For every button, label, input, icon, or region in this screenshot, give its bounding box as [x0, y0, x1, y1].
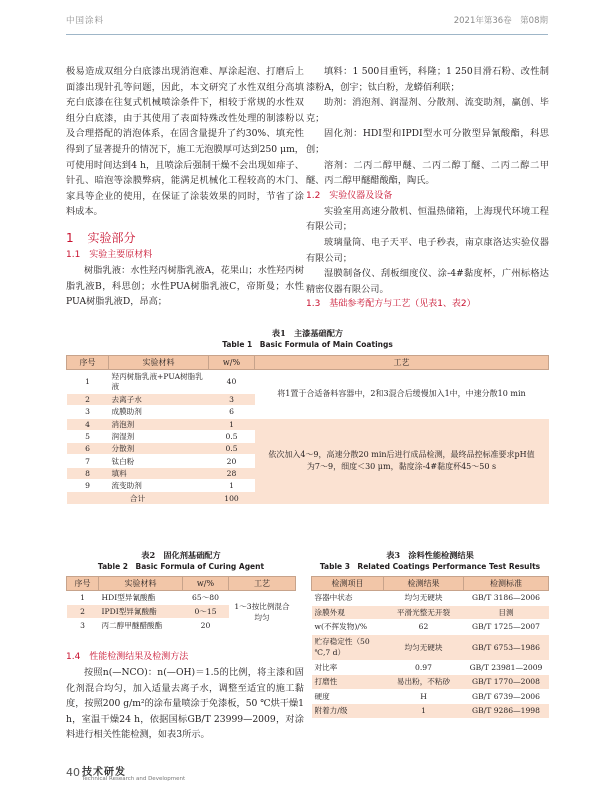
- col-header: 工艺: [255, 356, 549, 370]
- cell-no: 6: [67, 443, 109, 455]
- table2-caption: [66, 550, 296, 572]
- equipment-paragraph-3: 湿膜制备仪、刮板细度仪、涂-4#黏度杯，广州标格达精密仪器有限公司。: [306, 268, 549, 295]
- table-row: [67, 591, 296, 605]
- cell-result: 易出粉，不粘砂: [384, 675, 464, 690]
- table3: [311, 576, 549, 719]
- solvents-paragraph: 溶剂：二丙二醇甲醚、二丙二醇丁醚、二丙二醇二甲醚、丙二醇甲醚醋酸酯，陶氏。: [306, 159, 549, 187]
- materials-paragraph: 树脂乳液：水性羟丙树脂乳液A，花果山；水性羟丙树脂乳液B，科思创；水性PUA树脂乳液C，帝斯曼；水性PUA树脂乳液D，昂高；: [66, 264, 304, 308]
- col-header: 序号: [67, 577, 99, 591]
- cell-material: 流变助剂: [109, 480, 209, 492]
- cell-no: 2: [67, 394, 109, 406]
- table-row: [67, 370, 549, 394]
- table-row: [312, 704, 549, 719]
- cell-w: 6: [209, 406, 255, 418]
- cell-standard: GB/T 3186—2006: [464, 591, 549, 606]
- table1-title-cn: 表1 主漆基础配方: [271, 328, 344, 338]
- cell-material: 钛白粉: [109, 455, 209, 467]
- table3-title-cn: 表3 涂料性能检测结果: [386, 550, 474, 560]
- table-row: [312, 689, 549, 704]
- cell-item: 对比率: [312, 660, 384, 675]
- table1: [66, 355, 549, 505]
- subsection-heading-1-4: [66, 650, 304, 665]
- total-label: 合计: [67, 492, 209, 504]
- left-bottom-column: [66, 650, 304, 743]
- test-method-paragraph: 按照n(—NCO)：n(—OH)＝1.5的比例，将主漆和固化剂混合均匀，加入适量去离子水，调整至适宜的施工黏度，按照200 g/m²的涂布量喷涂于免漆板，50 ℃烘干燥1 h，室温干燥24 h，依据国标GB/T 23999—2009，对涂料进行相关性能检测，如表3所示。: [66, 667, 304, 741]
- total-value: 100: [209, 492, 255, 504]
- table1-title-en: Table 1 Basic Formula of Main Coatings: [222, 340, 393, 349]
- col-header: 检测结果: [384, 577, 464, 591]
- col-header: w/%: [183, 577, 229, 591]
- cell-w: 0～15: [183, 605, 229, 619]
- subsection-heading-1-2: [306, 189, 549, 204]
- cell-no: 3: [67, 406, 109, 418]
- subsection-title: 实验主要原材料: [89, 249, 153, 260]
- cell-result: H: [384, 689, 464, 704]
- cell-result: 1: [384, 704, 464, 719]
- cell-material: 填料: [109, 467, 209, 479]
- table2-title-cn: 表2 固化剂基础配方: [141, 550, 221, 560]
- subsection-title: 基础参考配方与工艺（见表1、表2）: [329, 299, 476, 310]
- cell-w: 20: [183, 619, 229, 633]
- cell-material: 分散剂: [109, 443, 209, 455]
- cell-w: 0.5: [209, 430, 255, 442]
- journal-name: 中国涂料: [66, 16, 105, 26]
- table2: [66, 576, 296, 633]
- header-rule: [66, 34, 548, 35]
- cell-w: 20: [209, 455, 255, 467]
- cell-standard: GB/T 6739—2006: [464, 689, 549, 704]
- additives-paragraph: 助剂：消泡剂、润湿剂、分散剂、流变助剂，赢创、毕克；: [306, 97, 549, 124]
- equipment-paragraph-1: 实验室用高速分散机、恒温热储箱，上海现代环境工程有限公司；: [306, 205, 549, 233]
- col-header: 实验材料: [109, 356, 209, 370]
- table-row: [312, 620, 549, 635]
- table-row: [312, 605, 549, 620]
- subsection-heading-1-1: [66, 248, 304, 263]
- intro-paragraph: 极易造成双组分白底漆出现消泡难、厚涂起泡、打磨后上面漆出现针孔等问题，因此，本文研究了水性双组分高填充白底漆在往复式机械喷涂条件下，相较于常规的水性双组分白底漆，由于其使用了表面特殊改性处理的制漆粉以及合理搭配的消泡体系，在固含量提升了约30%、填充性得到了显著提升的情况下，施工无泡膜厚可达到250 μm，可使用时间达到4 h，且喷涂后强制干燥不会出现如痱子、针孔、暗泡等涂膜弊病，能满足机械化工程较高的木门、家具等企业的使用，在保证了涂装效果的同时，节省了涂料成本。: [66, 66, 304, 218]
- subsection-number: 1.3: [306, 299, 321, 310]
- curing-agent-paragraph: 固化剂：HDI型和IPDI型水可分散型异氰酸酯，科思创；: [306, 128, 549, 155]
- section-heading: [66, 228, 304, 248]
- cell-item: 附着力/级: [312, 704, 384, 719]
- subsection-number: 1.1: [66, 249, 81, 260]
- cell-material: 羟丙树脂乳液+PUA树脂乳液: [109, 370, 209, 394]
- page-footer: [66, 762, 266, 788]
- cell-item: 贮存稳定性（50 ℃,7 d）: [312, 634, 384, 660]
- section-number: 1: [66, 230, 74, 245]
- cell-process-1: 将1置于合适备料容器中，2和3混合后缓慢加入1中，中速分散10 min: [255, 370, 549, 419]
- table-header-row: [67, 577, 296, 591]
- cell-material: 润湿剂: [109, 430, 209, 442]
- subsection-number: 1.2: [306, 190, 321, 201]
- cell-no: 9: [67, 480, 109, 492]
- right-column: [306, 64, 549, 312]
- cell-no: 2: [67, 605, 99, 619]
- issue-info: 2021年第36卷 第08期: [453, 16, 548, 26]
- cell-w: 1: [209, 480, 255, 492]
- cell-no: 4: [67, 418, 109, 430]
- cell-material: 去离子水: [109, 394, 209, 406]
- cell-process: 1～3按比例混合均匀: [229, 591, 296, 633]
- cell-no: 5: [67, 430, 109, 442]
- table-row: [312, 634, 549, 660]
- col-header: 序号: [67, 356, 109, 370]
- cell-item: 打磨性: [312, 675, 384, 690]
- running-header: [66, 14, 548, 28]
- col-header: 实验材料: [99, 577, 183, 591]
- cell-material: IPDI型异氰酸酯: [99, 605, 183, 619]
- cell-result: 均匀无硬块: [384, 591, 464, 606]
- col-header: 检测标准: [464, 577, 549, 591]
- cell-standard: GB/T 9286—1998: [464, 704, 549, 719]
- table3-caption: [311, 550, 549, 572]
- cell-item: 容器中状态: [312, 591, 384, 606]
- cell-item: w(不挥发物)/%: [312, 620, 384, 635]
- cell-standard: GB/T 23981—2009: [464, 660, 549, 675]
- cell-no: 1: [67, 591, 99, 605]
- section-title: 实验部分: [87, 230, 136, 245]
- table-header-row: [312, 577, 549, 591]
- cell-w: 65～80: [183, 591, 229, 605]
- page-number: 40: [66, 766, 80, 779]
- cell-no: 8: [67, 467, 109, 479]
- table-row: [312, 660, 549, 675]
- cell-result: 均匀无硬块: [384, 634, 464, 660]
- cell-no: 3: [67, 619, 99, 633]
- table2-title-en: Table 2 Basic Formula of Curing Agent: [97, 562, 265, 571]
- col-header: 工艺: [229, 577, 296, 591]
- table-header-row: [67, 356, 549, 370]
- cell-no: 7: [67, 455, 109, 467]
- cell-process-2: 依次加入4～9，高速分散20 min后进行成品检测，最终品控标准要求pH值为7～9，细度＜30 μm，黏度涂-4#黏度杯45～50 s: [255, 418, 549, 504]
- footer-section-title: 技术研发: [82, 767, 126, 778]
- cell-material: 成膜助剂: [109, 406, 209, 418]
- cell-result: 0.97: [384, 660, 464, 675]
- subsection-title: 实验仪器及设备: [329, 190, 393, 201]
- col-header: 检测项目: [312, 577, 384, 591]
- cell-w: 40: [209, 370, 255, 394]
- cell-w: 1: [209, 418, 255, 430]
- cell-w: 0.5: [209, 443, 255, 455]
- subsection-heading-1-3: [306, 297, 549, 312]
- cell-material: HDI型异氰酸酯: [99, 591, 183, 605]
- fillers-paragraph: 填料：1 500目重钙，科隆；1 250目滑石粉、改性制漆粉A，创宇；钛白粉，龙蟒佰利联；: [306, 66, 549, 93]
- cell-result: 62: [384, 620, 464, 635]
- table-row: [312, 591, 549, 606]
- cell-standard: GB/T 6753—1986: [464, 634, 549, 660]
- table-row: [67, 418, 549, 430]
- table3-title-en: Table 3 Related Coatings Performance Test Results: [319, 562, 541, 571]
- cell-standard: 目测: [464, 605, 549, 620]
- col-header: w/%: [209, 356, 255, 370]
- cell-item: 硬度: [312, 689, 384, 704]
- cell-w: 3: [209, 394, 255, 406]
- subsection-title: 性能检测结果及检测方法: [89, 652, 189, 662]
- cell-standard: GB/T 1770—2008: [464, 675, 549, 690]
- equipment-paragraph-2: 玻璃量筒、电子天平、电子秒表，南京康洛达实验仪器有限公司；: [306, 236, 549, 264]
- table1-caption: [66, 328, 549, 350]
- cell-material: 丙二醇甲醚醋酸酯: [99, 619, 183, 633]
- table-row: [312, 675, 549, 690]
- cell-material: 消泡剂: [109, 418, 209, 430]
- cell-result: 平滑光整无开裂: [384, 605, 464, 620]
- cell-item: 涂膜外观: [312, 605, 384, 620]
- cell-no: 1: [67, 370, 109, 394]
- left-column: [66, 64, 304, 310]
- subsection-number: 1.4: [66, 652, 81, 662]
- footer-section-subtitle: Technical Research and Development: [82, 776, 186, 782]
- cell-standard: GB/T 1725—2007: [464, 620, 549, 635]
- cell-w: 28: [209, 467, 255, 479]
